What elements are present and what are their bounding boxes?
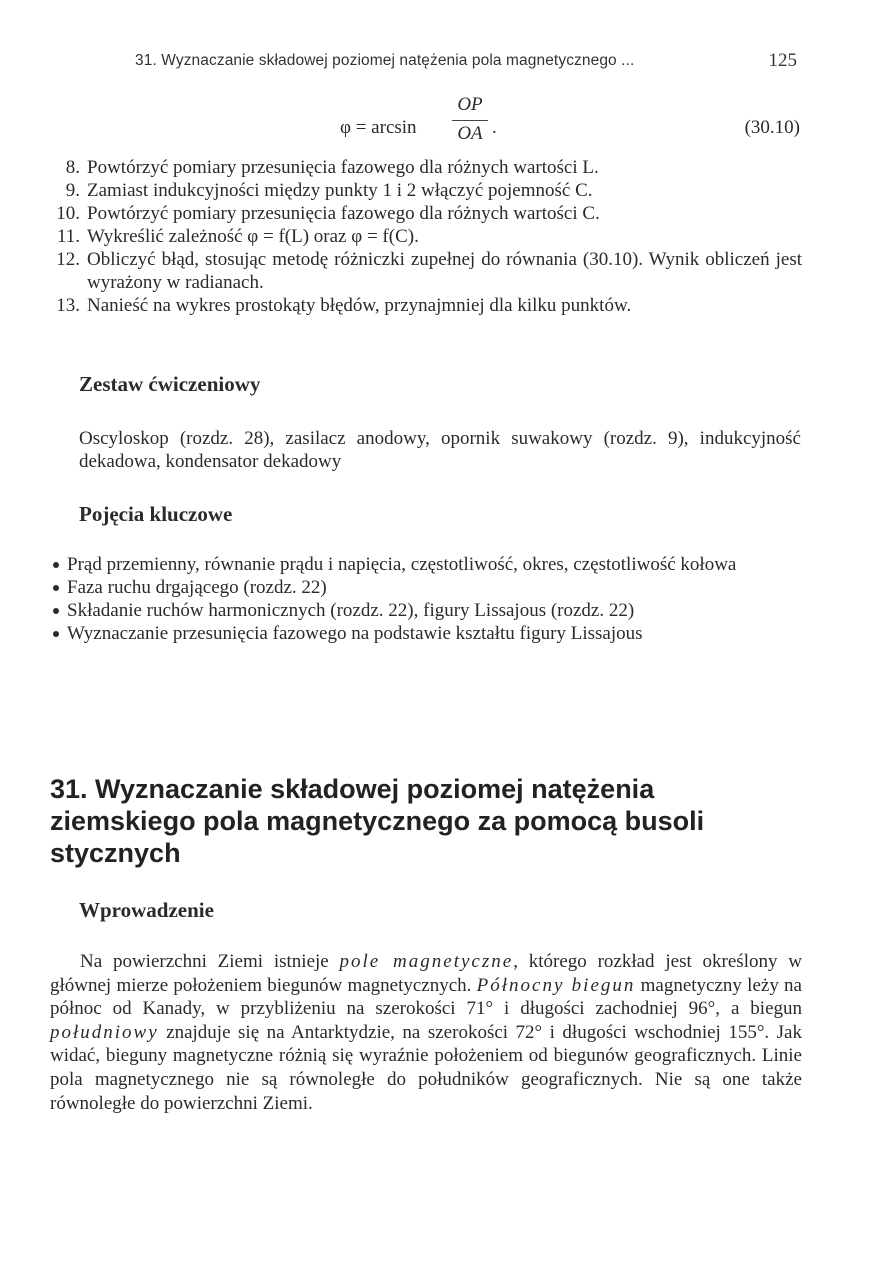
fraction-bar xyxy=(452,120,488,121)
step-number: 9. xyxy=(65,180,80,201)
step-text: Nanieść na wykres prostokąty błędów, przynajmniej dla kilku punktów. xyxy=(87,295,632,316)
procedure-step xyxy=(50,294,802,317)
equation-denominator: OA xyxy=(457,123,483,144)
equation-30-10 xyxy=(340,94,800,154)
chapter-title: 31. Wyznaczanie składowej poziomej natężenia ziemskiego pola magnetycznego za pomocą busoli stycznych xyxy=(50,774,705,868)
procedure-step xyxy=(50,248,802,294)
bullet-icon xyxy=(53,631,59,637)
key-concepts-list xyxy=(50,553,802,645)
intro-text-segment: Na powierzchni Ziemi istnieje xyxy=(80,951,340,972)
term-south-pole: południowy xyxy=(50,1021,159,1043)
step-text: Powtórzyć pomiary przesunięcia fazowego dla różnych wartości L. xyxy=(87,157,599,178)
concept-text: Składanie ruchów harmonicznych (rozdz. 22), figury Lissajous (rozdz. 22) xyxy=(67,600,635,621)
equipment-text: Oscyloskop (rozdz. 28), zasilacz anodowy, opornik suwakowy (rozdz. 9), indukcyjność dekadowa, kondensator dekadowy xyxy=(79,428,801,472)
procedure-step xyxy=(50,156,802,179)
concept-item xyxy=(50,622,802,645)
introduction-text xyxy=(50,950,802,1115)
concept-item xyxy=(50,553,802,576)
running-title: 31. Wyznaczanie składowej poziomej natężenia pola magnetycznego ... xyxy=(135,52,635,69)
step-text: Obliczyć błąd, stosując metodę różniczki zupełnej do równania (30.10). Wynik obliczeń jest wyrażony w radianach. xyxy=(87,249,802,293)
equation-numerator: OP xyxy=(457,94,483,115)
procedure-steps xyxy=(50,156,802,317)
procedure-step xyxy=(50,225,802,248)
step-number: 8. xyxy=(65,157,80,178)
intro-text-segment: znajduje się na Antarktydzie, na szerokości 72° i długości wschodniej 155°. Jak widać, bieguny magnetyczne różnią się wyraźnie położeniem od biegunów geograficznych. Linie pola magnetycznego nie są równoległe do południków geograficznych. Nie są one także równoległe do powierzchni Ziemi. xyxy=(50,1021,802,1114)
concept-text: Wyznaczanie przesunięcia fazowego na podstawie kształtu figury Lissajous xyxy=(67,623,643,644)
procedure-step xyxy=(50,202,802,225)
bullet-icon xyxy=(53,608,59,614)
introduction-heading: Wprowadzenie xyxy=(79,898,214,922)
step-text: Zamiast indukcyjności między punkty 1 i 2 włączyć pojemność C. xyxy=(87,180,593,201)
bullet-icon xyxy=(53,562,59,568)
step-number: 12. xyxy=(56,249,80,270)
introduction-paragraph xyxy=(50,950,802,1115)
intro-text-segment: magnetyczny leży na północ od Kanady, w przybliżeniu na szerokości 71° i długości zachodniej 96°, a biegun xyxy=(50,974,802,1020)
equation-period: . xyxy=(492,117,497,138)
equation-number: (30.10) xyxy=(744,117,800,138)
concept-text: Faza ruchu drgającego (rozdz. 22) xyxy=(67,577,327,598)
step-text: Wykreślić zależność φ = f(L) oraz φ = f(C). xyxy=(87,226,419,247)
step-number: 11. xyxy=(56,226,80,247)
equipment-heading: Zestaw ćwiczeniowy xyxy=(79,372,261,396)
bullet-icon xyxy=(53,585,59,591)
concept-text: Prąd przemienny, równanie prądu i napięcia, częstotliwość, okres, częstotliwość kołowa xyxy=(67,554,737,575)
term-magnetic-field: pole magnetyczne xyxy=(339,951,514,972)
step-number: 13. xyxy=(56,295,80,316)
term-north-pole: Północny biegun xyxy=(476,974,636,996)
key-concepts-heading: Pojęcia kluczowe xyxy=(79,502,233,526)
running-header xyxy=(135,50,799,74)
concept-item xyxy=(50,599,802,622)
step-text: Powtórzyć pomiary przesunięcia fazowego dla różnych wartości C. xyxy=(87,203,600,224)
concept-item xyxy=(50,576,802,599)
procedure-step xyxy=(50,179,802,202)
page-number: 125 xyxy=(768,50,797,71)
intro-text-segment: , którego rozkład jest określony w głównej mierze położeniem biegunów magnetycznych. xyxy=(50,951,803,996)
step-number: 10. xyxy=(56,203,80,224)
equation-lhs: φ = arcsin xyxy=(340,117,417,138)
